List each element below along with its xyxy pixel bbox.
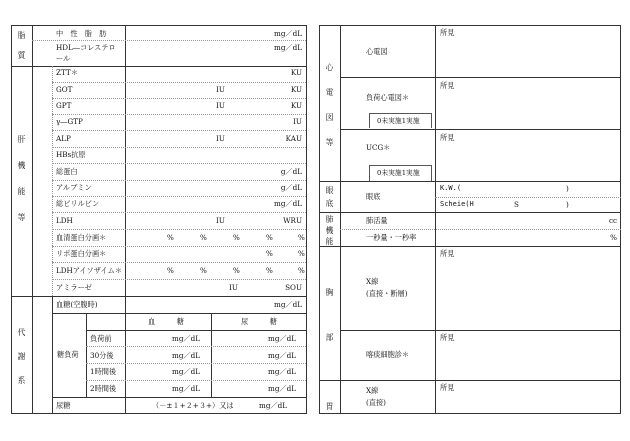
liver-row-label: ALP xyxy=(56,134,71,143)
stress-ecg-label: 負荷心電図＊ xyxy=(366,93,410,102)
stress-ecg-note: 0未実施1実施 xyxy=(377,117,420,125)
liver-row-unit: WRU xyxy=(283,216,302,225)
hdl-unit: mg／dL xyxy=(274,43,302,52)
sputum-finding: 所見 xyxy=(440,333,455,342)
fundus-label: 眼底 xyxy=(366,192,381,201)
fev1-label: 一秒量・一秒率 xyxy=(366,233,417,242)
pct-cell: % xyxy=(200,266,207,275)
pct-cell: % xyxy=(233,266,240,275)
vital-capacity-label: 肺活量 xyxy=(366,216,388,225)
stomach-finding: 所見 xyxy=(440,383,455,392)
liver-row-unit: KAU xyxy=(285,134,302,143)
liver-row-label: 総蛋白 xyxy=(56,167,78,176)
liver-row-label: GPT xyxy=(56,101,72,110)
sugar-load-label: 糖負荷 xyxy=(57,350,79,359)
time-label: 30分後 xyxy=(90,351,114,360)
liver-row-unit: SOU xyxy=(285,283,302,292)
metabolism-category: 代 謝 系 xyxy=(17,327,26,385)
time-label: 2時間後 xyxy=(90,384,117,393)
urine-unit: mg／dL xyxy=(268,334,296,343)
urine-sugar-unit: mg／dL xyxy=(259,401,287,410)
urine-unit: mg／dL xyxy=(268,384,296,393)
fasting-glucose-unit: mg／dL xyxy=(274,300,302,309)
stomach-xray-label: X線 xyxy=(366,386,379,395)
heart-category: 心 電 図 等 xyxy=(325,63,334,147)
urine-sugar-header: 尿 糖 xyxy=(241,317,277,326)
chest-xray-label: X線 xyxy=(366,277,379,286)
liver-row-unit: mg／dL xyxy=(274,199,302,208)
blood-unit: mg／dL xyxy=(172,351,200,360)
liver-row-label: 総ビリルビン xyxy=(56,199,100,208)
chest-xray-sublabel: (直接・断層) xyxy=(366,289,408,298)
stomach-xray-sublabel: (直接) xyxy=(366,398,386,407)
scheie-h: Scheie(H xyxy=(440,200,474,208)
liver-row-unit: g／dL xyxy=(280,167,302,176)
liver-row-label: γ―GTP xyxy=(56,117,83,126)
liver-row-label: GOT xyxy=(56,85,73,94)
liver-row-unit: KU xyxy=(290,101,302,110)
pct-cell: % xyxy=(233,233,240,242)
urine-sugar-label: 尿糖 xyxy=(56,401,71,410)
pct-cell: % xyxy=(167,233,174,242)
urine-unit: mg／dL xyxy=(268,351,296,360)
liver-row-label: リポ蛋白分画＊ xyxy=(56,249,107,258)
triglyceride-unit: mg／dL xyxy=(274,29,302,38)
pct-cell: % xyxy=(266,249,273,258)
liver-row-label: ZTT＊ xyxy=(56,68,78,77)
lipid-category: 脂 質 xyxy=(17,30,26,61)
liver-row-mid: IU xyxy=(216,101,225,110)
chest-xray-finding: 所見 xyxy=(440,249,455,258)
blood-unit: mg／dL xyxy=(172,384,200,393)
scheie-s: S xyxy=(514,200,519,209)
sputum-label: 喀痰細胞診＊ xyxy=(366,350,410,359)
liver-row-mid: IU xyxy=(229,283,238,292)
liver-row-label: LDHアイソザイム＊ xyxy=(56,266,122,275)
liver-row-label: HBs抗原 xyxy=(56,150,86,159)
chest-category: 胸 部 xyxy=(325,288,334,342)
scheie-close: ) xyxy=(566,200,569,209)
triglyceride-label: 中 性 脂 肪 xyxy=(56,29,107,38)
liver-row-mid: IU xyxy=(216,216,225,225)
ucg-label: UCG＊ xyxy=(366,143,391,152)
ecg-label: 心電図 xyxy=(366,47,388,56)
urine-unit: mg／dL xyxy=(268,367,296,376)
pct-cell: % xyxy=(200,233,207,242)
hdl-label-2: ール xyxy=(56,54,71,63)
liver-row-label: LDH xyxy=(56,216,73,225)
liver-row-label: アルブミン xyxy=(56,183,92,192)
blood-unit: mg／dL xyxy=(172,367,200,376)
vital-capacity-unit: cc xyxy=(608,216,617,225)
liver-row-unit: KU xyxy=(290,68,302,77)
hdl-label: HDL―コレステロ xyxy=(56,43,116,52)
liver-row-mid: IU xyxy=(216,85,225,94)
pct-cell: % xyxy=(167,266,174,275)
pct-cell: % xyxy=(266,266,273,275)
ucg-note: 0未実施1実施 xyxy=(377,169,420,177)
kw-label: K.W.( xyxy=(440,184,462,192)
lung-category: 肺 機 能 xyxy=(325,215,334,246)
pct-cell: % xyxy=(298,249,305,258)
liver-row-unit: g／dL xyxy=(280,183,302,192)
liver-category: 肝 機 能 等 xyxy=(17,134,26,222)
liver-row-unit: IU xyxy=(293,117,302,126)
liver-row-label: 血清蛋白分画＊ xyxy=(56,233,107,242)
ecg-finding: 所見 xyxy=(440,28,455,37)
kw-close: ) xyxy=(566,184,569,193)
time-label: 1時間後 xyxy=(90,367,117,376)
ucg-finding: 所見 xyxy=(440,133,455,142)
liver-row-mid: IU xyxy=(216,134,225,143)
time-label: 負荷前 xyxy=(90,334,112,343)
stomach-category: 胃 xyxy=(325,401,334,411)
pct-cell: % xyxy=(266,233,273,242)
fasting-glucose-label: 血糖(空腹時) xyxy=(56,300,98,309)
fev1-unit: % xyxy=(610,233,617,242)
liver-row-unit: KU xyxy=(290,85,302,94)
fundus-category: 眼 底 xyxy=(325,186,334,208)
blood-sugar-header: 血 糖 xyxy=(148,317,184,326)
pct-cell: % xyxy=(298,233,305,242)
pct-cell: % xyxy=(298,266,305,275)
liver-row-label: アミラーゼ xyxy=(56,283,92,292)
blood-unit: mg／dL xyxy=(172,334,200,343)
stress-ecg-finding: 所見 xyxy=(440,81,455,90)
urine-sugar-options: （－±１+２+３+）又は xyxy=(152,401,234,410)
